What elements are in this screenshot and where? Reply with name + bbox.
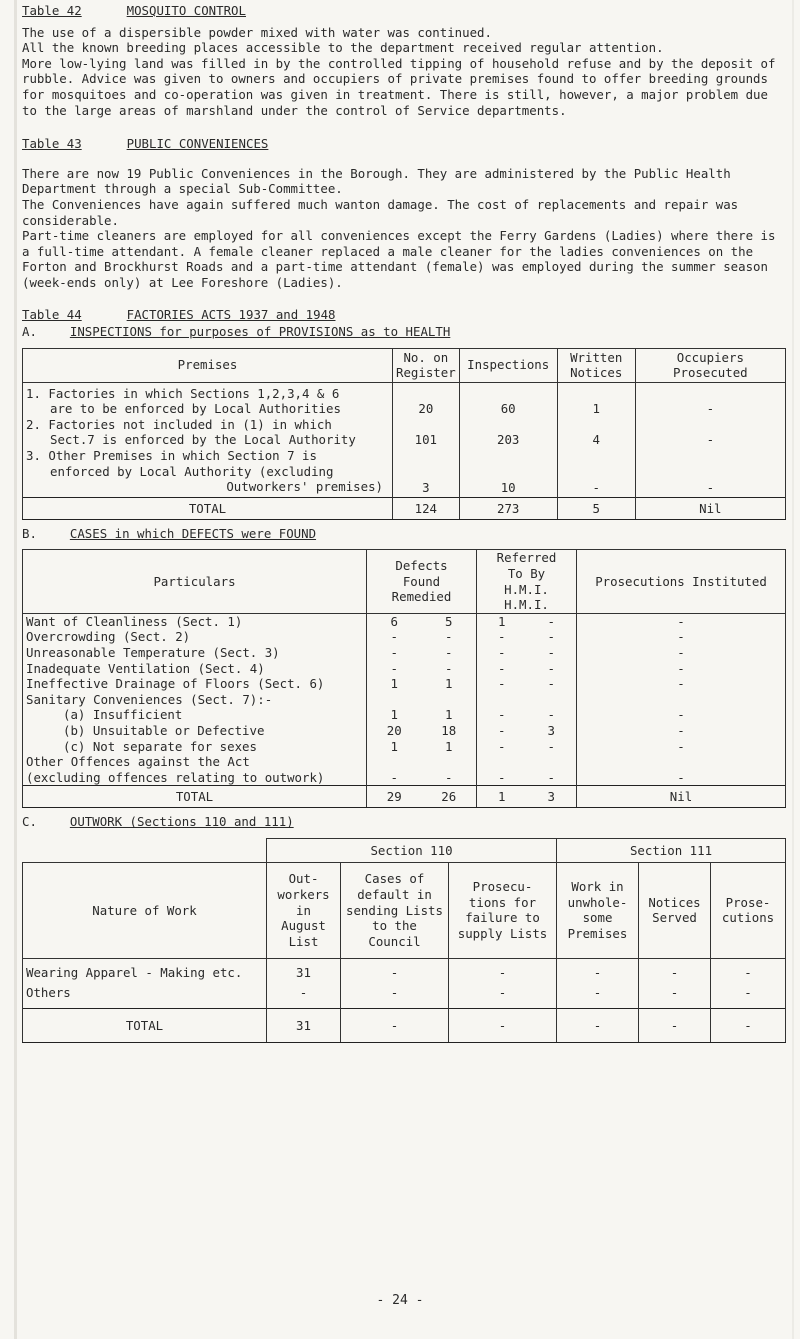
total-remedied: 26 <box>422 786 477 808</box>
cell-prosecutions: - <box>577 723 786 739</box>
table-row <box>23 661 786 677</box>
mosquito-para-2: All the known breeding places accessible to the department received regular attention. <box>22 40 664 56</box>
cell-prosecutions: - <box>577 707 786 723</box>
row-label: Sanitary Conveniences (Sect. 7):- <box>23 692 367 708</box>
table-row <box>23 629 786 645</box>
cell-prosecutions-110: - <box>449 958 557 982</box>
row-label: 1. Factories in which Sections 1,2,3,4 & 6 <box>26 385 340 401</box>
col-inspections: Inspections <box>459 348 557 382</box>
cell-to: - <box>477 676 527 692</box>
table43-number: Table 43 <box>22 136 82 152</box>
mosquito-para-3: More low-lying land was filled in by the controlled tipping of household refuse and by the deposit of rubble. Advice was given to owners and occupiers of private premises found to offer breeding grounds for mosquitoes and co-operation was given in treatment. There is still, however, a major problem due to the large areas of marshland under the control of Service departments. <box>22 55 776 118</box>
total-to: 1 <box>477 786 527 808</box>
row-label-cont: enforced by Local Authority (excluding <box>50 463 334 479</box>
defects-label: Defects <box>395 558 448 574</box>
cell-notices: 4 <box>557 417 635 448</box>
cell-remedied <box>422 692 477 708</box>
cell-notices: 1 <box>557 382 635 417</box>
table-row <box>23 417 786 448</box>
inspections-table <box>22 348 786 520</box>
binding-shadow <box>14 0 17 1339</box>
col-prosecuted: Occupiers Prosecuted <box>635 348 785 382</box>
col-nature: Nature of Work <box>23 862 267 958</box>
cell-prosecutions: - <box>577 645 786 661</box>
cell-default: - <box>341 958 449 982</box>
cell-prosecutions: - <box>577 613 786 629</box>
cell-remedied: 18 <box>422 723 477 739</box>
cell-register: 3 <box>393 448 460 497</box>
group-section-110: Section 110 <box>267 838 557 862</box>
col-defects <box>367 550 477 613</box>
total-row <box>23 497 786 519</box>
section-b-letter: B. <box>22 525 37 541</box>
table42-title: MOSQUITO CONTROL <box>126 3 246 18</box>
table44-number: Table 44 <box>22 306 82 322</box>
total-default: - <box>341 1009 449 1043</box>
cell-default: - <box>341 983 449 1009</box>
row-label: (excluding offences relating to outwork) <box>23 770 367 786</box>
total-label: TOTAL <box>23 1009 267 1043</box>
cell-by: - <box>527 629 577 645</box>
col-particulars: Particulars <box>23 550 367 613</box>
col-referred <box>477 550 577 613</box>
col-premises: Premises <box>23 348 393 382</box>
cell-remedied: 1 <box>422 739 477 755</box>
cell-found: 1 <box>367 707 422 723</box>
found-remedied-label: Found Remedied <box>391 573 452 605</box>
table-row <box>23 958 786 982</box>
cell-notices: - <box>557 448 635 497</box>
cell-prosecutions: - <box>577 676 786 692</box>
row-label: Inadequate Ventilation (Sect. 4) <box>23 661 367 677</box>
section-a-letter: A. <box>22 324 37 340</box>
cell-found: 6 <box>367 613 422 629</box>
cell-register: 101 <box>393 417 460 448</box>
cell-by: - <box>527 676 577 692</box>
cell-prosecutions-110: - <box>449 983 557 1009</box>
conveniences-para-3: Part-time cleaners are employed for all conveniences except the Ferry Gardens (Ladies) where there is a full-time attendant. A female cleaner replaced a male cleaner for the ladies conveniences on the Forton and Brockhurst Roads and a part-time attendant (female) was employed during the summer season (week-ends only) at Lee Foreshore (Ladies). <box>22 228 776 290</box>
row-label-cont: Outworkers' premises) <box>226 479 383 495</box>
cell-remedied <box>422 754 477 770</box>
conveniences-para-1: There are now 19 Public Conveniences in the Borough. They are administered by the Public Health Department through a special Sub-Committee. <box>22 165 731 197</box>
total-prosecuted: Nil <box>635 497 785 519</box>
cell-unwholesome: - <box>557 983 639 1009</box>
cell-found: 20 <box>367 723 422 739</box>
cell-remedied: 1 <box>422 676 477 692</box>
cell-inspections: 10 <box>459 448 557 497</box>
cell-by: - <box>527 645 577 661</box>
row-label: Unreasonable Temperature (Sect. 3) <box>23 645 367 661</box>
table-row <box>23 645 786 661</box>
row-label: Wearing Apparel - Making etc. <box>23 958 267 982</box>
table-row <box>23 739 786 755</box>
cell-remedied: 5 <box>422 613 477 629</box>
cell-outworkers: - <box>267 983 341 1009</box>
total-by: 3 <box>527 786 577 808</box>
cell-to <box>477 692 527 708</box>
page-number: - 24 - <box>376 1293 424 1308</box>
table-row <box>23 770 786 786</box>
cell-found: - <box>367 645 422 661</box>
cell-to: - <box>477 739 527 755</box>
cell-register: 20 <box>393 382 460 417</box>
table44-title: FACTORIES ACTS 1937 and 1948 <box>126 306 336 322</box>
cell-to: - <box>477 723 527 739</box>
defects-table <box>22 549 786 808</box>
cell-to: - <box>477 645 527 661</box>
table-row <box>23 983 786 1009</box>
cell-by: 3 <box>527 723 577 739</box>
col-register: No. on Register <box>393 348 460 382</box>
cell-found: - <box>367 629 422 645</box>
col-outworkers: Out- workers in August List <box>267 862 341 958</box>
to-by-label: To By <box>507 566 546 582</box>
cell-to: - <box>477 770 527 786</box>
total-found: 29 <box>367 786 422 808</box>
cell-by: - <box>527 739 577 755</box>
table-row <box>23 723 786 739</box>
cell-remedied: 1 <box>422 707 477 723</box>
cell-by: - <box>527 613 577 629</box>
cell-remedied: - <box>422 645 477 661</box>
cell-notices-served: - <box>639 983 711 1009</box>
cell-prosecuted: - <box>635 417 785 448</box>
total-prosecutions-111: - <box>711 1009 786 1043</box>
cell-prosecutions-111: - <box>711 983 786 1009</box>
total-prosecutions-110: - <box>449 1009 557 1043</box>
total-inspections: 273 <box>459 497 557 519</box>
row-label: Other Offences against the Act <box>23 754 367 770</box>
table-row <box>23 754 786 770</box>
cell-by <box>527 692 577 708</box>
cell-found: - <box>367 661 422 677</box>
cell-found <box>367 692 422 708</box>
cell-by: - <box>527 707 577 723</box>
row-label: (a) Insufficient <box>23 707 367 723</box>
section-c-heading <box>22 814 786 830</box>
row-label: Others <box>23 983 267 1009</box>
cell-prosecutions: - <box>577 629 786 645</box>
row-label: 2. Factories not included in (1) in which <box>26 416 332 432</box>
referred-label: Referred <box>496 550 557 566</box>
cell-prosecutions-111: - <box>711 958 786 982</box>
total-label: TOTAL <box>23 497 393 519</box>
hmi-label: H.M.I. H.M.I. <box>504 581 549 613</box>
total-register: 124 <box>393 497 460 519</box>
cell-prosecutions: - <box>577 661 786 677</box>
page-content <box>22 3 786 1043</box>
conveniences-para-2: The Conveniences have again suffered much wanton damage. The cost of replacements and repair was considerable. <box>22 196 739 228</box>
cell-inspections: 60 <box>459 382 557 417</box>
col-prosecutions-110: Prosecu- tions for failure to supply Lists <box>449 862 557 958</box>
cell-found: 1 <box>367 739 422 755</box>
section-c-title: OUTWORK (Sections 110 and 111) <box>69 814 294 830</box>
row-label: Want of Cleanliness (Sect. 1) <box>23 613 367 629</box>
table-row <box>23 707 786 723</box>
cell-inspections: 203 <box>459 417 557 448</box>
group-section-111: Section 111 <box>557 838 786 862</box>
col-default: Cases of default in sending Lists to the Council <box>341 862 449 958</box>
col-unwholesome: Work in unwhole- some Premises <box>557 862 639 958</box>
row-label: (b) Unsuitable or Defective <box>23 723 367 739</box>
table-row <box>23 692 786 708</box>
table-row <box>23 613 786 629</box>
table-row <box>23 448 786 497</box>
total-row <box>23 786 786 808</box>
row-label: 3. Other Premises in which Section 7 is <box>26 448 317 464</box>
row-label-cont: Sect.7 is enforced by the Local Authority <box>50 432 356 448</box>
cell-found: - <box>367 770 422 786</box>
mosquito-para-1: The use of a dispersible powder mixed with water was continued. <box>22 24 492 40</box>
cell-to: - <box>477 629 527 645</box>
cell-prosecutions <box>577 754 786 770</box>
cell-remedied: - <box>422 661 477 677</box>
col-notices: Written Notices <box>557 348 635 382</box>
section-a-title: INSPECTIONS for purposes of PROVISIONS as to HEALTH <box>69 324 451 340</box>
cell-to: 1 <box>477 613 527 629</box>
total-outworkers: 31 <box>267 1009 341 1043</box>
total-prosecutions: Nil <box>577 786 786 808</box>
cell-to: - <box>477 707 527 723</box>
section-c-letter: C. <box>22 814 37 830</box>
cell-remedied: - <box>422 770 477 786</box>
cell-outworkers: 31 <box>267 958 341 982</box>
mosquito-heading <box>22 3 786 19</box>
col-prosecutions: Prosecutions Instituted <box>577 550 786 613</box>
right-edge <box>792 0 794 1339</box>
section-b-heading <box>22 526 786 542</box>
table-row <box>23 676 786 692</box>
cell-found <box>367 754 422 770</box>
section-b-title: CASES in which DEFECTS were FOUND <box>69 525 317 541</box>
conveniences-heading <box>22 136 786 152</box>
table-row <box>23 382 786 417</box>
row-label: Overcrowding (Sect. 2) <box>23 629 367 645</box>
row-label: Ineffective Drainage of Floors (Sect. 6) <box>23 676 367 692</box>
cell-to: - <box>477 661 527 677</box>
factories-heading <box>22 307 786 323</box>
total-unwholesome: - <box>557 1009 639 1043</box>
cell-to <box>477 754 527 770</box>
cell-prosecuted: - <box>635 382 785 417</box>
outwork-table <box>22 838 786 1043</box>
table43-title: PUBLIC CONVENIENCES <box>126 136 269 152</box>
cell-prosecuted: - <box>635 448 785 497</box>
row-label-cont: are to be enforced by Local Authorities <box>50 401 341 417</box>
cell-by: - <box>527 661 577 677</box>
table42-number: Table 42 <box>22 3 82 18</box>
cell-prosecutions <box>577 692 786 708</box>
cell-found: 1 <box>367 676 422 692</box>
total-notices-served: - <box>639 1009 711 1043</box>
cell-notices-served: - <box>639 958 711 982</box>
row-label: (c) Not separate for sexes <box>23 739 367 755</box>
total-row <box>23 1009 786 1043</box>
cell-by: - <box>527 770 577 786</box>
cell-remedied: - <box>422 629 477 645</box>
total-label: TOTAL <box>23 786 367 808</box>
section-a-heading <box>22 324 786 340</box>
cell-unwholesome: - <box>557 958 639 982</box>
cell-by <box>527 754 577 770</box>
col-prosecutions-111: Prose- cutions <box>711 862 786 958</box>
cell-prosecutions: - <box>577 739 786 755</box>
total-notices: 5 <box>557 497 635 519</box>
col-notices-served: Notices Served <box>639 862 711 958</box>
cell-prosecutions: - <box>577 770 786 786</box>
